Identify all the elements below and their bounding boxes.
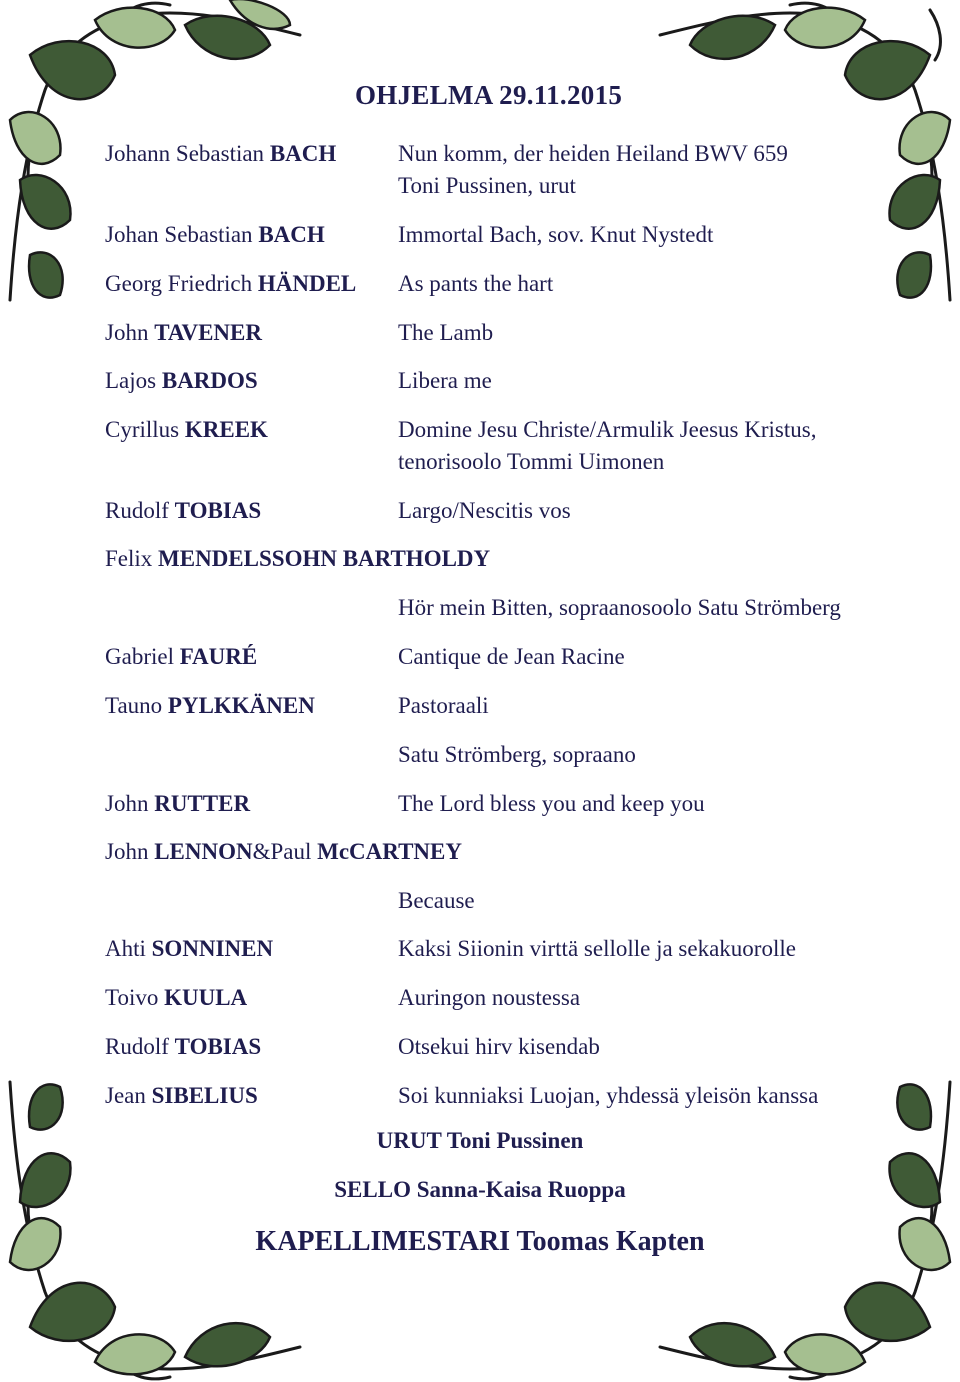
organ-credit: URUT Toni Pussinen: [376, 1128, 584, 1153]
work-title: Kaksi Siionin virttä sellolle ja sekakuorolle: [398, 936, 796, 961]
composer-name: Rudolf TOBIAS: [105, 1034, 262, 1059]
conductor-credit: KAPELLIMESTARI Toomas Kapten: [255, 1226, 705, 1257]
work-title: Libera me: [398, 368, 492, 393]
composer-name: John TAVENER: [105, 320, 262, 345]
composer-name: Cyrillus KREEK: [105, 417, 268, 442]
work-title: Largo/Nescitis vos: [398, 498, 571, 523]
composer-name: Johann Sebastian BACH: [105, 141, 337, 166]
work-title: Pastoraali: [398, 693, 489, 718]
work-title: Immortal Bach, sov. Knut Nystedt: [398, 222, 714, 247]
composer-name: Johan Sebastian BACH: [105, 222, 325, 247]
composer-name: Lajos BARDOS: [105, 368, 258, 393]
work-title: Domine Jesu Christe/Armulik Jeesus Kristus,: [398, 417, 817, 442]
composer-name: Rudolf TOBIAS: [105, 498, 262, 523]
work-title: As pants the hart: [398, 271, 554, 296]
composer-name: Tauno PYLKKÄNEN: [105, 693, 315, 718]
composer-name: Georg Friedrich HÄNDEL: [105, 271, 357, 296]
work-title: Cantique de Jean Racine: [398, 644, 625, 669]
composer-name: Toivo KUULA: [105, 985, 248, 1010]
work-title: The Lord bless you and keep you: [398, 791, 705, 816]
composer-name: Jean SIBELIUS: [105, 1083, 258, 1108]
composer-name: Felix MENDELSSOHN BARTHOLDY: [105, 546, 491, 571]
work-title: Soi kunniaksi Luojan, yhdessä yleisön kanssa: [398, 1083, 819, 1108]
composer-name: John RUTTER: [105, 791, 251, 816]
work-title: Auringon noustessa: [398, 985, 581, 1010]
cello-credit: SELLO Sanna-Kaisa Ruoppa: [334, 1177, 626, 1202]
composer-name: Gabriel FAURÉ: [105, 644, 258, 669]
composer-name: John LENNON&Paul McCARTNEY: [105, 839, 462, 864]
performer-note: Satu Strömberg, sopraano: [398, 742, 636, 767]
performer-note: tenorisoolo Tommi Uimonen: [398, 449, 665, 474]
work-title: Hör mein Bitten, sopraanosoolo Satu Strömberg: [398, 595, 841, 620]
program-title: OHJELMA 29.11.2015: [355, 80, 623, 110]
composer-name: Ahti SONNINEN: [105, 936, 274, 961]
work-title: Nun komm, der heiden Heiland BWV 659: [398, 141, 788, 166]
work-title: The Lamb: [398, 320, 494, 345]
work-title: Otsekui hirv kisendab: [398, 1034, 600, 1059]
work-title: Because: [398, 888, 475, 913]
performer-note: Toni Pussinen, urut: [398, 173, 576, 198]
